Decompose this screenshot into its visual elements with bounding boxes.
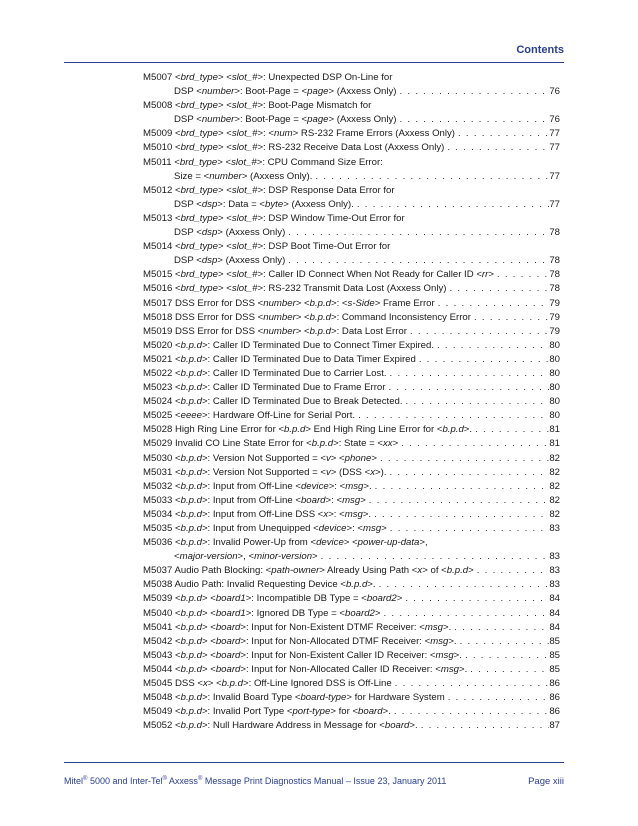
toc-entry-text: M5048 <b.p.d>: Invalid Board Type <board-type> for Hardware System	[143, 692, 445, 704]
toc-entry-text: M5033 <b.p.d>: Input from Off-Line <board>: <msg>	[143, 494, 366, 506]
dot-leader	[434, 339, 549, 353]
toc-entry-text: M5041 <b.p.d> <board>: Input for Non-Existent DTMF Receiver: <msg>.	[143, 621, 452, 633]
toc-entry-text: DSP <number>: Boot-Page = <page> (Axxess Only)	[174, 114, 397, 126]
toc-entry-line	[143, 311, 560, 325]
toc-entry-continuation	[143, 85, 560, 99]
toc-entry[interactable]	[143, 494, 560, 508]
toc-entry-page: 83	[549, 579, 560, 591]
registered-mark: ®	[83, 776, 88, 782]
toc-entry-page: 87	[549, 720, 560, 732]
toc-entry-text: M5045 DSS <x> <b.p.d>: Off-Line Ignored DSS is Off-Line	[143, 678, 392, 690]
toc-entry-continuation	[143, 226, 560, 240]
toc-entry-page: 82	[549, 466, 560, 478]
toc-entry-page: 83	[549, 523, 560, 534]
toc-entry[interactable]	[143, 268, 560, 282]
toc-entry-page: 86	[549, 692, 560, 704]
toc-entry-line	[143, 649, 560, 663]
toc-entry-page: 79	[549, 311, 560, 323]
dot-leader	[397, 85, 550, 99]
toc-entry[interactable]	[143, 395, 560, 409]
registered-mark: ®	[197, 776, 203, 782]
toc-entry-text: DSP <dsp> (Axxess Only)	[174, 227, 286, 239]
toc-entry-page: 78	[549, 283, 560, 295]
toc-entry-line	[143, 99, 560, 113]
toc-entry-text: M5013 <brd_type> <slot_#>: DSP Window Time-Out Error for	[143, 212, 405, 224]
footer-manual-title	[64, 776, 446, 786]
toc-entry-page: 80	[549, 339, 560, 351]
dot-leader	[407, 325, 549, 339]
toc-entry-text: M5031 <b.p.d>: Version Not Supported = <v> (DSS <x>).	[143, 466, 387, 478]
toc-entry[interactable]	[143, 564, 560, 578]
toc-entry[interactable]	[143, 466, 560, 480]
toc-entry[interactable]	[143, 71, 560, 99]
toc-entry[interactable]	[143, 311, 560, 325]
dot-leader	[471, 311, 549, 325]
toc-entry[interactable]	[143, 719, 560, 733]
toc-entry-page: 82	[549, 494, 560, 506]
toc-entry-line	[143, 268, 560, 282]
dot-leader	[377, 452, 549, 466]
toc-entry-line	[143, 607, 560, 621]
dot-leader	[372, 480, 550, 494]
dot-leader	[435, 297, 550, 311]
toc-entry-text: M5039 <b.p.d> <board1>: Incompatible DB Type = <board2>	[143, 593, 403, 605]
toc-entry-text: M5038 Audio Path: Invalid Requesting Device <b.p.d>.	[143, 579, 376, 591]
toc-entry-line	[143, 381, 560, 395]
toc-entry-line	[143, 282, 560, 296]
dot-leader	[397, 113, 550, 127]
toc-entry-page: 76	[549, 86, 560, 98]
toc-entry-text: M5009 <brd_type> <slot_#>: <num> RS-232 Frame Errors (Axxess Only)	[143, 128, 455, 140]
dot-leader	[392, 677, 550, 691]
toc-entry-page: 77	[549, 170, 560, 182]
toc-entry-line	[143, 409, 560, 423]
toc-entry-page: 77	[549, 142, 560, 154]
toc-entry-text: <major-version>, <minor-version>	[174, 551, 318, 563]
dot-leader	[387, 466, 550, 480]
toc-entry[interactable]	[143, 522, 560, 536]
toc-entry-page: 86	[549, 678, 560, 690]
toc-entry-page: 78	[549, 255, 560, 267]
toc-entry[interactable]	[143, 381, 560, 395]
toc-entry[interactable]	[143, 282, 560, 296]
toc-entry-page: 82	[549, 480, 560, 492]
dot-leader	[445, 691, 550, 705]
page-header	[64, 44, 564, 60]
toc-entry-line	[143, 353, 560, 367]
toc-entry-text: M5022 <b.p.d>: Caller ID Terminated Due to Carrier Lost.	[143, 367, 387, 379]
dot-leader	[312, 170, 549, 184]
toc-entry-page: 80	[549, 396, 560, 408]
footer-text: Message Print Diagnostics Manual – Issue 23, January 2011	[202, 776, 447, 786]
toc-entry-page: 77	[549, 128, 560, 140]
toc-entry-text: M5044 <b.p.d> <board>: Input for Non-Allocated Caller ID Receiver: <msg>.	[143, 663, 468, 675]
toc-entry[interactable]	[143, 649, 560, 663]
toc-entry[interactable]	[143, 677, 560, 691]
toc-entry-line	[143, 719, 560, 733]
toc-entry-line	[143, 212, 560, 226]
toc-entry-page: 85	[549, 663, 560, 675]
dot-leader	[371, 508, 549, 522]
toc-entry[interactable]	[143, 452, 560, 466]
toc-entry[interactable]	[143, 480, 560, 494]
toc-entry-line	[143, 423, 560, 437]
toc-entry[interactable]	[143, 325, 560, 339]
dot-leader	[462, 649, 549, 663]
dot-leader	[385, 381, 549, 395]
toc-entry-continuation	[143, 113, 560, 127]
toc-entry-text: M5030 <b.p.d>: Version Not Supported = <v> <phone>	[143, 452, 377, 464]
dot-leader	[380, 607, 549, 621]
toc-entry-text: DSP <number>: Boot-Page = <page> (Axxess Only)	[174, 86, 397, 98]
toc-entry[interactable]	[143, 99, 560, 127]
dot-leader	[376, 578, 550, 592]
dot-leader	[285, 226, 549, 240]
toc-entry[interactable]	[143, 141, 560, 155]
toc-entry[interactable]	[143, 409, 560, 423]
toc-entry-text: Size = <number> (Axxess Only).	[174, 170, 313, 182]
toc-entry-line	[143, 395, 560, 409]
toc-entry-text: M5032 <b.p.d>: Input from Off-Line <device>: <msg>.	[143, 480, 372, 492]
toc-entry-text: M5023 <b.p.d>: Caller ID Terminated Due to Frame Error	[143, 382, 386, 394]
toc-entry-text: M5015 <brd_type> <slot_#>: Caller ID Connect When Not Ready for Caller ID <rr>	[143, 269, 494, 281]
toc-entry-page: 85	[549, 635, 560, 647]
toc-entry[interactable]	[143, 353, 560, 367]
toc-entry[interactable]	[143, 339, 560, 353]
toc-entry-line	[143, 240, 560, 254]
toc-entry[interactable]	[143, 423, 560, 437]
toc-entry-text: DSP <dsp>: Data = <byte> (Axxess Only).	[174, 198, 354, 210]
dot-leader	[416, 353, 549, 367]
dot-leader	[472, 423, 549, 437]
toc-entry-continuation	[143, 198, 560, 212]
toc-entry-page: 76	[549, 114, 560, 126]
toc-entry-text: M5025 <eeee>: Hardware Off-Line for Serial Port.	[143, 410, 356, 422]
toc-entry-page: 80	[549, 353, 560, 365]
dot-leader	[391, 705, 549, 719]
footer-text: Axxess	[166, 776, 198, 786]
toc-entry-text: M5040 <b.p.d> <board1>: Ignored DB Type = <board2>	[143, 607, 381, 619]
footer-rule	[64, 762, 564, 763]
toc-entry-line	[143, 466, 560, 480]
toc-entry[interactable]	[143, 635, 560, 649]
toc-entry-line	[143, 522, 560, 536]
toc-entry-line	[143, 621, 560, 635]
toc-entry-text: M5043 <b.p.d> <board>: Input for Non-Existent Caller ID Receiver: <msg>.	[143, 649, 462, 661]
toc-entry-page: 81	[549, 424, 560, 436]
toc-entry-line	[143, 437, 560, 451]
toc-entry-line	[143, 141, 560, 155]
toc-entry-text: M5007 <brd_type> <slot_#>: Unexpected DSP On-Line for	[143, 72, 393, 83]
toc-entry[interactable]	[143, 184, 560, 212]
toc-entry-line	[143, 297, 560, 311]
toc-entry-page: 79	[549, 297, 560, 309]
toc-entry[interactable]	[143, 367, 560, 381]
toc-entry-page: 78	[549, 269, 560, 281]
toc-entry-text: M5016 <brd_type> <slot_#>: RS-232 Transmit Data Lost (Axxess Only)	[143, 283, 447, 295]
toc-entry[interactable]	[143, 212, 560, 240]
dot-leader	[494, 268, 549, 282]
toc-entry-line	[143, 691, 560, 705]
toc-entry-page: 80	[549, 382, 560, 394]
toc-entry-continuation	[143, 170, 560, 184]
toc-entry[interactable]	[143, 297, 560, 311]
dot-leader	[366, 494, 550, 508]
toc-entry[interactable]	[143, 607, 560, 621]
toc-entry-page: 81	[549, 438, 560, 450]
dot-leader	[455, 127, 549, 141]
dot-leader	[457, 635, 550, 649]
toc-entry-line	[143, 536, 560, 550]
toc-entry-text: M5008 <brd_type> <slot_#>: Boot-Page Mismatch for	[143, 100, 372, 112]
dot-leader	[451, 621, 549, 635]
header-title: Contents	[516, 44, 564, 56]
toc-entry-text: M5024 <b.p.d>: Caller ID Terminated Due to Break Detected.	[143, 396, 403, 408]
toc-entry-text: M5019 DSS Error for DSS <number> <b.p.d>: Data Lost Error	[143, 325, 407, 337]
toc-entry-page: 77	[549, 198, 560, 210]
toc-entry-text: M5018 DSS Error for DSS <number> <b.p.d>: Command Inconsistency Error	[143, 311, 471, 323]
toc-entry[interactable]	[143, 156, 560, 184]
toc-entry-page: 82	[549, 508, 560, 520]
toc-entry-line	[143, 156, 560, 170]
toc-entry-text: M5017 DSS Error for DSS <number> <b.p.d>: <s-Side> Frame Error	[143, 297, 435, 309]
toc-entry-line	[143, 635, 560, 649]
toc-entry-page: 80	[549, 410, 560, 422]
dot-leader	[467, 663, 549, 677]
dot-leader	[474, 564, 550, 578]
toc-entry[interactable]	[143, 592, 560, 606]
toc-entry-page: 82	[549, 452, 560, 464]
toc-entry-line	[143, 367, 560, 381]
dot-leader	[444, 141, 549, 155]
dot-leader	[398, 437, 549, 451]
dot-leader	[387, 367, 550, 381]
toc-entry-page: 85	[549, 649, 560, 661]
dot-leader	[354, 198, 550, 212]
toc-entry[interactable]	[143, 705, 560, 719]
toc-entry-text: M5028 High Ring Line Error for <b.p.d> End High Ring Line Error for <b.p.d>.	[143, 424, 473, 436]
toc-entry-text: M5042 <b.p.d> <board>: Input for Non-Allocated DTMF Receiver: <msg>.	[143, 635, 457, 647]
toc-entry-text: M5029 Invalid CO Line State Error for <b.p.d>: State = <xx>	[143, 438, 399, 450]
toc-entry-text: M5014 <brd_type> <slot_#>: DSP Boot Time-Out Error for	[143, 241, 391, 253]
toc-entry-text: M5010 <brd_type> <slot_#>: RS-232 Receive Data Lost (Axxess Only)	[143, 142, 445, 154]
toc-entry-continuation	[143, 254, 560, 268]
toc-entry[interactable]	[143, 508, 560, 522]
toc-entry[interactable]	[143, 621, 560, 635]
toc-entry-page: 83	[549, 551, 560, 563]
toc-entry-line	[143, 592, 560, 606]
toc-entry-line	[143, 564, 560, 578]
toc-entry-text: M5035 <b.p.d>: Input from Unequipped <device>: <msg>	[143, 523, 387, 534]
dot-leader	[285, 254, 549, 268]
toc-entry[interactable]	[143, 437, 560, 451]
toc-entry-page: 78	[549, 227, 560, 239]
toc-entry[interactable]	[143, 691, 560, 705]
toc-entry-text: M5036 <b.p.d>: Invalid Power-Up from <device> <power-up-data>,	[143, 537, 428, 549]
toc-entry-page: 84	[549, 593, 560, 605]
toc-entry-text: M5011 <brd_type> <slot_#>: CPU Command Size Error:	[143, 156, 383, 168]
header-rule	[64, 62, 564, 63]
toc-entry-continuation	[143, 550, 560, 564]
toc-entry-line	[143, 578, 560, 592]
toc-entry-page: 84	[549, 607, 560, 619]
toc-entry-text: DSP <dsp> (Axxess Only)	[174, 255, 286, 267]
dot-leader	[318, 550, 550, 564]
dot-leader	[402, 592, 549, 606]
toc-entry-line	[143, 184, 560, 198]
toc-entry-page: 86	[549, 706, 560, 718]
toc-entry-line	[143, 339, 560, 353]
toc-entry[interactable]	[143, 536, 560, 564]
toc-entry-line	[143, 480, 560, 494]
toc-entry-line	[143, 663, 560, 677]
toc-entry-page: 80	[549, 367, 560, 379]
footer-text: Mitel	[64, 776, 84, 786]
toc-entry[interactable]	[143, 578, 560, 592]
toc-entry-line	[143, 677, 560, 691]
dot-leader	[403, 395, 550, 409]
toc-entry-text: M5020 <b.p.d>: Caller ID Terminated Due to Connect Timer Expired.	[143, 339, 434, 351]
toc-entry-line	[143, 71, 560, 85]
footer-text: 5000 and Inter-Tel	[87, 776, 163, 786]
toc-entry-line	[143, 508, 560, 522]
toc-entry[interactable]	[143, 127, 560, 141]
toc-entry-page: 84	[549, 621, 560, 633]
toc-entry-text: M5037 Audio Path Blocking: <path-owner> Already Using Path <x> of <b.p.d>	[143, 565, 474, 577]
toc-entry-page: 83	[549, 565, 560, 577]
dot-leader	[418, 719, 550, 733]
footer-page-number: Page xiii	[528, 776, 564, 787]
toc-entries	[143, 71, 560, 733]
toc-entry-text: M5034 <b.p.d>: Input from Off-Line DSS <x>: <msg>.	[143, 508, 372, 520]
toc-entry-text: M5021 <b.p.d>: Caller ID Terminated Due to Data Timer Expired	[143, 353, 416, 365]
toc-entry-line	[143, 127, 560, 141]
dot-leader	[387, 522, 550, 536]
toc-entry[interactable]	[143, 663, 560, 677]
toc-entry-line	[143, 325, 560, 339]
dot-leader	[355, 409, 549, 423]
toc-entry[interactable]	[143, 240, 560, 268]
registered-mark: ®	[162, 776, 167, 782]
toc-entry-text: M5012 <brd_type> <slot_#>: DSP Response Data Error for	[143, 184, 395, 196]
toc-entry-text: M5052 <b.p.d>: Null Hardware Address in Message for <board>.	[143, 720, 418, 732]
dot-leader	[446, 282, 549, 296]
toc-entry-text: M5049 <b.p.d>: Invalid Port Type <port-type> for <board>.	[143, 706, 391, 718]
toc-entry-line	[143, 705, 560, 719]
toc-entry-page: 79	[549, 325, 560, 337]
toc-entry-line	[143, 494, 560, 508]
toc-entry-line	[143, 452, 560, 466]
